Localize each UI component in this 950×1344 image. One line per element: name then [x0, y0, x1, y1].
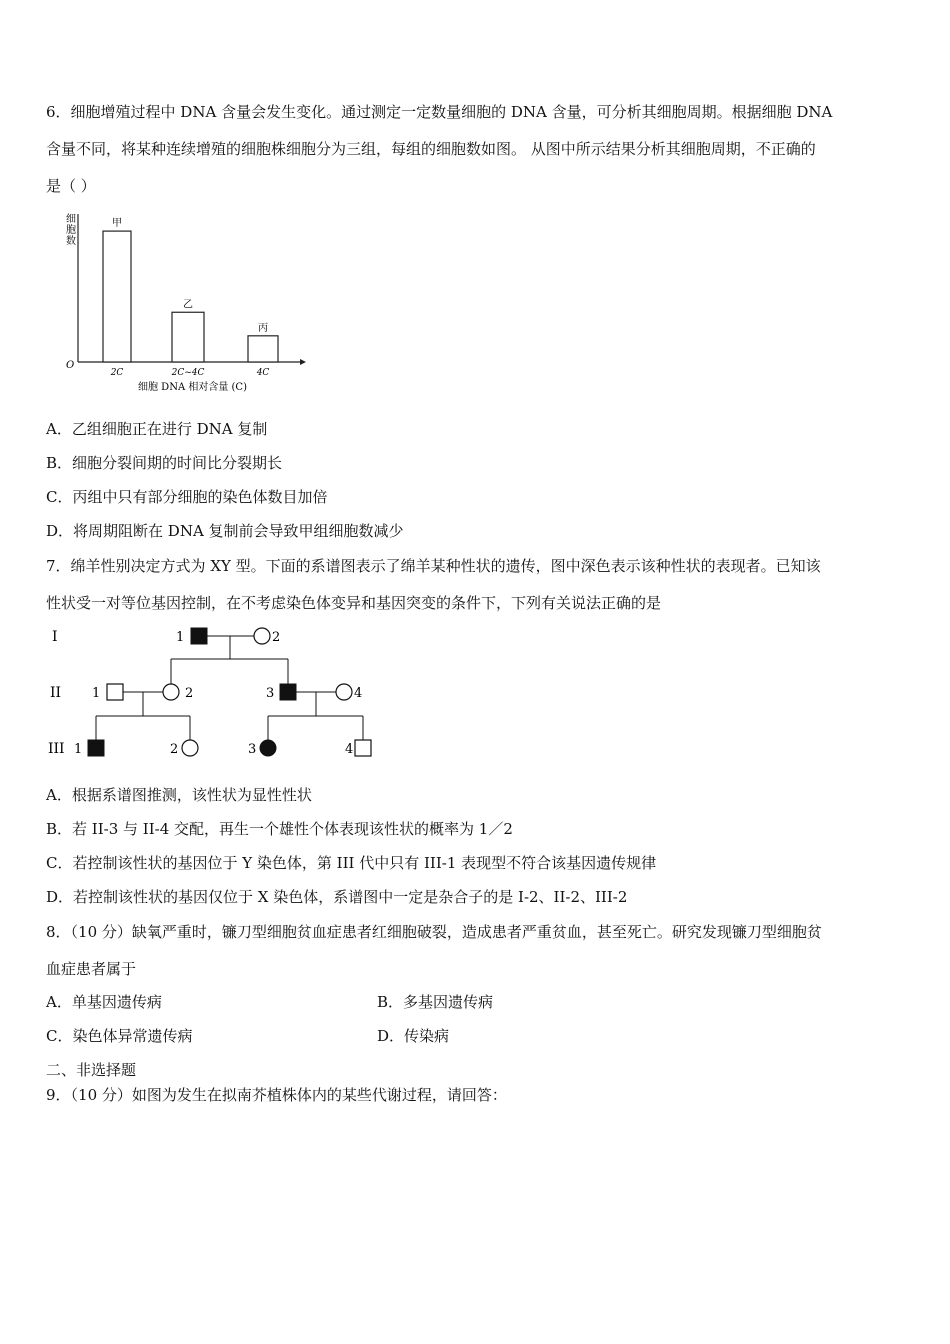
q8-option-a[interactable]: A．单基因遗传病	[46, 993, 162, 1011]
chart-x-tick-0: 2C	[110, 368, 124, 378]
member-i1-affected-male	[191, 628, 207, 644]
q9-stem-line1: 9．（10 分）如图为发生在拟南芥植株体内的某些代谢过程，请回答：	[46, 1086, 507, 1104]
q6-option-b[interactable]: B．细胞分裂间期的时间比分裂期长	[46, 454, 283, 472]
q8-stem-line1: 8．（10 分）缺氧严重时，镰刀型细胞贫血症患者红细胞破裂，造成患者严重贫血，甚至死亡。研究发现镰刀型细胞贫	[46, 923, 822, 941]
member-iii1-affected-male	[88, 740, 104, 756]
member-ii1-male	[107, 684, 123, 700]
dna-content-bar-chart	[60, 210, 320, 400]
section-heading-nonchoice: 二、非选择题	[46, 1061, 137, 1079]
q8-stem-line2: 血症患者属于	[46, 960, 137, 978]
member-number-i2: 2	[272, 630, 281, 645]
q6-stem-line3: 是（ ）	[46, 177, 96, 195]
q8-option-c[interactable]: C．染色体异常遗传病	[46, 1027, 193, 1045]
q8-option-d[interactable]: D．传染病	[377, 1027, 450, 1045]
chart-x-tick-1: 2C~4C	[171, 368, 205, 378]
chart-bar-0	[103, 231, 131, 362]
chart-bar-2	[248, 336, 278, 362]
member-i2-female	[254, 628, 270, 644]
q6-stem-line1: 6．细胞增殖过程中 DNA 含量会发生变化。通过测定一定数量细胞的 DNA 含量，可分析其细胞周期。根据细胞 DNA	[46, 103, 833, 121]
q7-option-c[interactable]: C．若控制该性状的基因位于 Y 染色体，第 III 代中只有 III-1 表现型不符合该基因遗传规律	[46, 854, 657, 872]
member-number-iii2: 2	[170, 742, 179, 757]
generation-label-iii: III	[48, 741, 65, 757]
q7-option-a[interactable]: A．根据系谱图推测，该性状为显性性状	[46, 786, 312, 804]
q6-option-c[interactable]: C．丙组中只有部分细胞的染色体数目加倍	[46, 488, 328, 506]
chart-origin-label: O	[66, 360, 75, 371]
member-number-iii1: 1	[74, 742, 83, 757]
q7-stem-line1: 7．绵羊性别决定方式为 XY 型。下面的系谱图表示了绵羊某种性状的遗传，图中深色表示该种性状的表现者。已知该	[46, 557, 821, 575]
member-ii2-female	[163, 684, 179, 700]
generation-label-ii: II	[50, 685, 62, 701]
generation-label-i: I	[52, 629, 58, 645]
chart-bar-label-2: 丙	[258, 322, 268, 334]
member-number-iii4: 4	[345, 742, 354, 757]
chart-ylabel-char-1: 胞	[66, 225, 76, 236]
q6-option-a[interactable]: A．乙组细胞正在进行 DNA 复制	[46, 420, 268, 438]
chart-xlabel: 细胞 DNA 相对含量 (C)	[138, 382, 247, 393]
chart-bar-label-1: 乙	[183, 299, 193, 311]
member-ii3-affected-male	[280, 684, 296, 700]
chart-x-tick-2: 4C	[256, 368, 270, 378]
member-number-ii1: 1	[92, 686, 101, 701]
chart-x-axis-arrow	[300, 359, 306, 365]
chart-ylabel-char-0: 细	[66, 214, 76, 225]
member-number-iii3: 3	[248, 742, 257, 757]
member-number-ii2: 2	[185, 686, 194, 701]
member-iii4-male	[355, 740, 371, 756]
q7-stem-line2: 性状受一对等位基因控制，在不考虑染色体变异和基因突变的条件下，下列有关说法正确的是	[46, 594, 662, 612]
q7-option-d[interactable]: D．若控制该性状的基因仅位于 X 染色体，系谱图中一定是杂合子的是 I-2、II-2、III-2	[46, 888, 628, 906]
member-number-ii4: 4	[354, 686, 363, 701]
member-number-i1: 1	[176, 630, 185, 645]
chart-ylabel-char-2: 数	[66, 236, 76, 247]
chart-bar-1	[172, 312, 204, 362]
chart-bar-label-0: 甲	[112, 218, 122, 230]
member-ii4-female	[336, 684, 352, 700]
member-number-ii3: 3	[266, 686, 275, 701]
member-iii3-affected-female	[260, 740, 276, 756]
q7-option-b[interactable]: B．若 II-3 与 II-4 交配，再生一个雄性个体表现该性状的概率为 1／2	[46, 820, 513, 838]
q6-option-d[interactable]: D．将周期阻断在 DNA 复制前会导致甲组细胞数减少	[46, 522, 404, 540]
q6-stem-line2: 含量不同，将某种连续增殖的细胞株细胞分为三组，每组的细胞数如图。 从图中所示结果分析其细胞周期，不正确的	[46, 140, 816, 158]
member-iii2-female	[182, 740, 198, 756]
pedigree-chart	[40, 622, 400, 768]
q8-option-b[interactable]: B．多基因遗传病	[377, 993, 494, 1011]
